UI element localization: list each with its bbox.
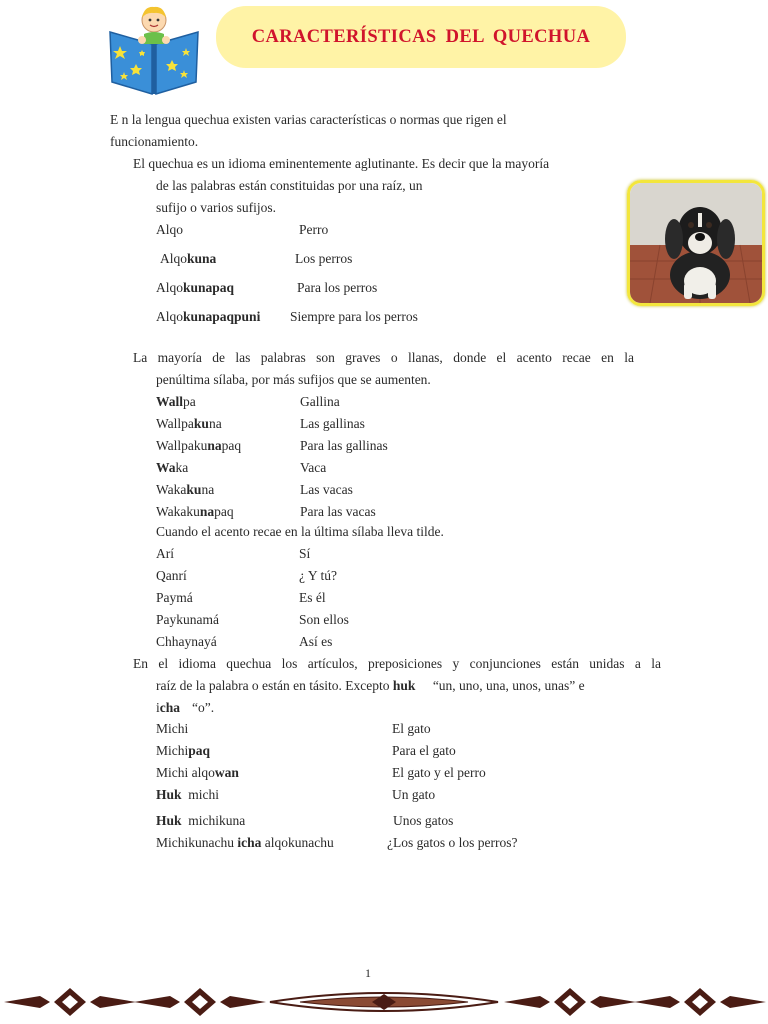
- word-part: ka: [175, 460, 189, 475]
- quechua-word: [156, 459, 188, 477]
- stressed-syllable: na: [207, 438, 222, 453]
- spanish-translation: Siempre para los perros: [290, 309, 418, 324]
- phrase-part: Michi: [156, 743, 189, 758]
- phrase-particle: Huk: [156, 813, 182, 828]
- spanish-translation: ¿Los gatos o los perros?: [387, 835, 518, 850]
- spanish-translation: Las vacas: [300, 482, 353, 497]
- phrase-part: michikuna: [181, 813, 246, 828]
- section3-line-3-prefix: i: [156, 700, 160, 715]
- word-suffix: kunapaq: [183, 280, 235, 295]
- quechua-word: [156, 393, 196, 411]
- spanish-translation: Un gato: [392, 787, 436, 802]
- phrase-part: michi: [181, 787, 220, 802]
- quechua-phrase: [156, 742, 210, 760]
- page-title: CARACTERÍSTICAS DEL QUECHUA: [251, 26, 591, 47]
- quechua-word: [160, 250, 216, 268]
- spanish-translation: El gato: [392, 721, 431, 736]
- spanish-translation: El gato y el perro: [392, 765, 486, 780]
- intro-line-1: E n la lengua quechua existen varias características o normas que rigen el: [110, 112, 507, 127]
- word-root: Alqo: [156, 222, 183, 237]
- word-root: Alqo: [156, 309, 183, 324]
- spanish-translation: Para los perros: [297, 280, 378, 295]
- phrase-part: Michikunachu: [156, 835, 238, 850]
- spanish-translation: Sí: [299, 546, 311, 561]
- section3-word-icha: cha: [159, 700, 181, 715]
- stressed-syllable: na: [199, 504, 215, 519]
- word-suffix: kunapaqpuni: [183, 309, 261, 324]
- word-part: Waka: [156, 482, 187, 497]
- quechua-phrase: [156, 786, 219, 804]
- quechua-word: [156, 221, 183, 239]
- phrase-part: Michi: [156, 721, 189, 736]
- section2-line-2: penúltima sílaba, por más sufijos que se aumenten.: [156, 372, 431, 387]
- quechua-word: [156, 503, 234, 521]
- section3-line-1: En el idioma quechua los artículos, preposiciones y conjunciones están unidas a la: [133, 656, 661, 671]
- section3-line-3-gloss: “o”.: [192, 700, 215, 715]
- section3-line-2: [156, 677, 585, 695]
- spanish-translation: Los perros: [295, 251, 353, 266]
- word-suffix: kuna: [187, 251, 217, 266]
- word-part: pa: [183, 394, 196, 409]
- quechua-word: Chhaynayá: [156, 634, 217, 649]
- section3-line-2-text: raíz de la palabra o están en tásito. Excepto: [156, 678, 390, 693]
- section2-line-1: La mayoría de las palabras son graves o llanas, donde el acento recae en la: [133, 350, 634, 365]
- stressed-syllable: Wa: [156, 460, 176, 475]
- spanish-translation: Para las vacas: [300, 504, 376, 519]
- decorative-border: [0, 986, 768, 1020]
- phrase-part: Michi alqo: [156, 765, 215, 780]
- spanish-translation: Son ellos: [299, 612, 349, 627]
- quechua-phrase: [156, 720, 188, 738]
- quechua-word: [156, 437, 241, 455]
- intro-line-2: funcionamiento.: [110, 134, 199, 149]
- word-part: na: [201, 482, 215, 497]
- word-root: Alqo: [160, 251, 187, 266]
- reading-child-logo: [106, 4, 202, 96]
- word-part: Wakaku: [156, 504, 200, 519]
- section3-word-huk: huk: [392, 678, 416, 693]
- spanish-translation: Perro: [299, 222, 329, 237]
- section2-note: Cuando el acento recae en la última sílaba lleva tilde.: [156, 524, 444, 539]
- stressed-syllable: ku: [193, 416, 209, 431]
- section1-line-3: sufijo o varios sufijos.: [156, 200, 276, 215]
- quechua-word: Paykunamá: [156, 612, 219, 627]
- word-part: paq: [214, 504, 234, 519]
- section3-line-3: [156, 699, 214, 717]
- quechua-word: [156, 415, 222, 433]
- quechua-word: Qanrí: [156, 568, 187, 583]
- spanish-translation: ¿ Y tú?: [299, 568, 337, 583]
- section1-line-2: de las palabras están constituidas por una raíz, un: [156, 178, 423, 193]
- stressed-syllable: Wall: [156, 394, 184, 409]
- spanish-translation: Así es: [299, 634, 333, 649]
- dog-photo: [627, 180, 765, 306]
- phrase-part: alqokunachu: [261, 835, 334, 850]
- word-part: paq: [221, 438, 242, 453]
- spanish-translation: Es él: [299, 590, 326, 605]
- page-number: 1: [365, 966, 371, 980]
- phrase-particle: wan: [214, 765, 239, 780]
- quechua-phrase: [156, 812, 245, 830]
- quechua-phrase: [156, 764, 239, 782]
- quechua-word: [156, 481, 214, 499]
- phrase-particle: paq: [188, 743, 211, 758]
- quechua-word: [156, 279, 234, 297]
- spanish-translation: Gallina: [300, 394, 340, 409]
- quechua-word: Arí: [156, 546, 174, 561]
- title-banner: [216, 6, 626, 68]
- word-part: Wallpa: [156, 416, 194, 431]
- spanish-translation: Para el gato: [392, 743, 456, 758]
- section3-line-2-gloss: “un, uno, una, unos, unas” e: [432, 678, 585, 693]
- quechua-word: Paymá: [156, 590, 193, 605]
- quechua-word: [156, 308, 260, 326]
- quechua-phrase: [156, 834, 334, 852]
- stressed-syllable: ku: [186, 482, 202, 497]
- word-part: Wallpaku: [156, 438, 208, 453]
- spanish-translation: Unos gatos: [393, 813, 454, 828]
- spanish-translation: Las gallinas: [300, 416, 365, 431]
- spanish-translation: Para las gallinas: [300, 438, 388, 453]
- word-root: Alqo: [156, 280, 183, 295]
- phrase-particle: icha: [237, 835, 262, 850]
- spanish-translation: Vaca: [300, 460, 327, 475]
- phrase-particle: Huk: [156, 787, 182, 802]
- word-part: na: [208, 416, 222, 431]
- section1-line-1: El quechua es un idioma eminentemente aglutinante. Es decir que la mayoría: [133, 156, 550, 171]
